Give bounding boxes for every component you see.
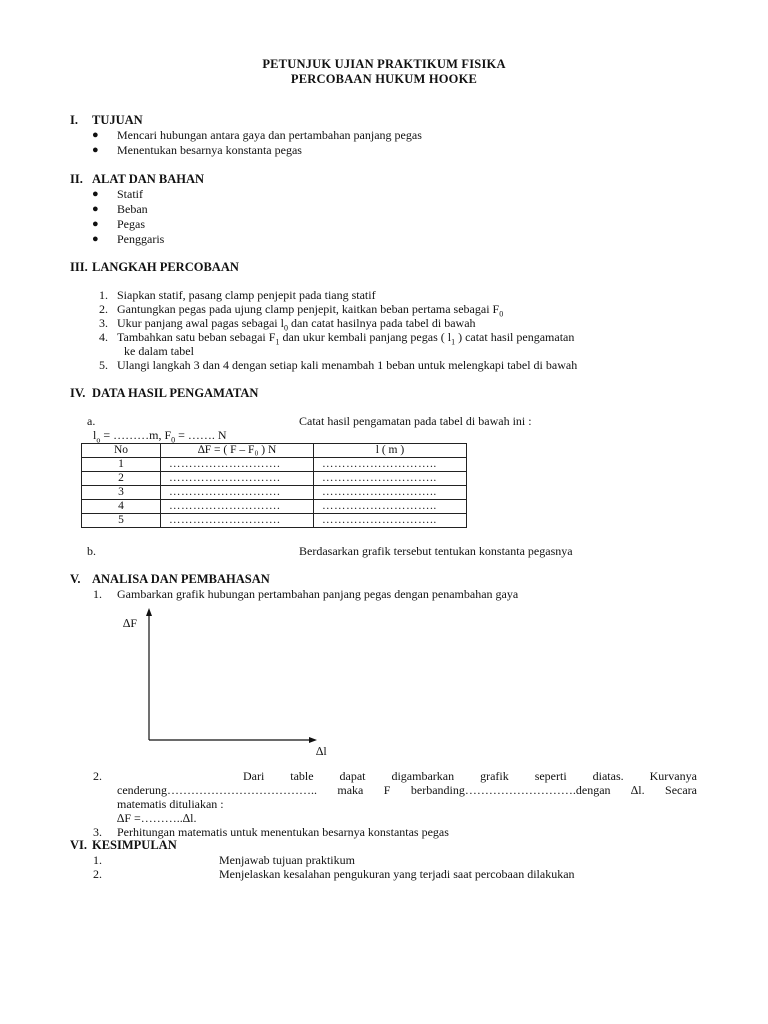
y-axis-arrow-icon [146,608,152,616]
item-number: 1. [93,587,102,601]
list-item-text: Mencari hubungan antara gaya dan pertambahan panjang pegas [117,128,422,142]
kesimpulan-item-1 [93,853,355,868]
word: diatas. [592,769,624,783]
table-cell: ……………………….. [314,514,467,528]
item-number: 1. [99,288,108,302]
table-cell: 5 [82,514,161,528]
subscript: 0 [283,323,288,333]
column-header-delta-f: ∆F = ( F – F₀ ) N [161,444,314,458]
x-axis-arrow-icon [309,737,317,743]
table-cell: ………………………. [161,458,314,472]
table-header-row [82,444,467,458]
word: table [290,769,314,783]
item-number: 3. [99,316,108,330]
initial-values [93,428,227,443]
word: grafik [480,769,509,783]
list-item-text: Menentukan besarnya konstanta pegas [117,143,302,157]
section-heading-analisa [70,572,270,587]
initial-force-blank: = ……. N [175,428,227,442]
list-item [99,288,577,302]
list-item [90,202,164,217]
item-number: 3. [93,825,102,839]
analisa-item-2-line2: cenderung……………………………….. maka F berbanding……………………….dengan ∆l. Secara [117,783,697,797]
initial-length-symbol: l [93,428,97,442]
spacer [117,769,217,784]
bullet-icon: ● [92,233,99,245]
subscript: 0 [499,309,504,319]
table-cell: 1 [82,458,161,472]
item-text-a: Catat hasil pengamatan pada tabel di bawah ini : [299,414,532,428]
item-number: 2. [93,867,102,881]
section-heading-data [70,386,258,401]
section-number: VI. [70,838,88,852]
list-item [99,302,577,319]
observation-table [81,443,467,528]
item-number: 2. [93,769,102,783]
list-item [99,330,577,347]
item-label-b: b. [87,544,96,558]
table-row [82,458,467,472]
bullet-icon: ● [92,203,99,215]
list-item [90,187,164,202]
section-number: II. [70,172,83,186]
bullet-icon: ● [92,129,99,141]
list-item [90,232,164,247]
word: dapat [339,769,366,783]
word: Dari [242,769,265,783]
column-header-no: No [82,444,161,458]
initial-length-blank: = ………m, F [100,428,172,442]
subscript: 0 [171,435,176,445]
table-cell: 2 [82,472,161,486]
section-heading-kesimpulan [70,838,177,853]
analisa-item-1 [93,587,518,602]
section-title: ANALISA DAN PEMBAHASAN [92,572,270,586]
subscript: 1 [451,337,456,347]
analisa-item-2-line1 [117,769,697,784]
list-item-text: dan ukur kembali panjang pegas ( l [279,330,452,344]
section-number: IV. [70,386,86,400]
graph-y-label: ∆F [123,616,138,630]
word: seperti [534,769,567,783]
item-number: 4. [99,330,108,344]
list-item-text: Menjawab tujuan praktikum [219,853,355,867]
list-item-text: ke dalam tabel [124,344,194,358]
list-item-continuation [99,344,577,358]
subscript: 1 [275,337,280,347]
bullet-icon: ● [92,218,99,230]
list-item-text: Tambahkan satu beban sebagai F [117,330,276,344]
table-row [82,514,467,528]
table-cell: ……………………….. [314,472,467,486]
table-row [82,472,467,486]
bullet-icon: ● [92,188,99,200]
word: digambarkan [391,769,455,783]
list-item-text: ) catat hasil pengamatan [455,330,575,344]
section-heading-langkah [70,260,239,275]
table-cell: ……………………….. [314,500,467,514]
table-cell: ………………………. [161,486,314,500]
langkah-list [99,288,577,372]
list-item-text: Siapkan statif, pasang clamp penjepit pada tiang statif [117,288,376,302]
list-item-text: Menjelaskan kesalahan pengukuran yang terjadi saat percobaan dilakukan [219,867,575,881]
list-item-text: dan catat hasilnya pada tabel di bawah [287,316,476,330]
table-cell: ……………………….. [314,486,467,500]
table-cell: 4 [82,500,161,514]
analisa-item-2-line3: matematis dituliakan : [117,797,224,811]
section-number: I. [70,113,78,127]
list-item [90,217,164,232]
list-item-text: Perhitungan matematis untuk menentukan besarnya konstantas pegas [117,825,449,839]
item-text-b: Berdasarkan grafik tersebut tentukan konstanta pegasnya [299,544,573,558]
list-item-text: Beban [117,202,148,216]
item-number: 2. [99,302,108,316]
table-cell: 3 [82,486,161,500]
column-header-length: l ( m ) [314,444,467,458]
table-cell: ………………………. [161,514,314,528]
section-title: ALAT DAN BAHAN [92,172,205,186]
list-item-text: Gambarkan grafik hubungan pertambahan panjang pegas dengan penambahan gaya [117,587,519,601]
list-item [99,316,577,333]
graph-x-label: ∆l [316,744,327,758]
item-number: 1. [93,853,102,867]
section-heading-alat [70,172,204,187]
document-title-line2: PERCOBAAN HUKUM HOOKE [290,72,478,86]
graph-axes [120,605,340,760]
section-title: DATA HASIL PENGAMATAN [92,386,259,400]
tujuan-list [90,128,422,158]
list-item-text: Pegas [117,217,145,231]
table-row [82,486,467,500]
list-item-text: Ulangi langkah 3 dan 4 dengan setiap kali menambah 1 beban untuk melengkapi tabel di bawah [117,358,578,372]
section-title: LANGKAH PERCOBAAN [92,260,239,274]
list-item [99,358,577,372]
kesimpulan-item-2 [93,867,575,882]
section-title: TUJUAN [92,113,143,127]
section-heading-tujuan [70,113,143,128]
table-cell: ………………………. [161,500,314,514]
item-label-a: a. [87,414,96,428]
list-item-text: Gantungkan pegas pada ujung clamp penjepit, kaitkan beban pertama sebagai F [117,302,500,316]
table-row [82,500,467,514]
list-item-text: Penggaris [117,232,165,246]
table-cell: ………………………. [161,472,314,486]
section-title: KESIMPULAN [92,838,177,852]
word: Kurvanya [649,769,697,783]
analisa-item-2-formula: ∆F =………..∆l. [117,811,197,825]
list-item-text: Ukur panjang awal pagas sebagai l [117,316,284,330]
bullet-icon: ● [92,144,99,156]
table-cell: ……………………….. [314,458,467,472]
item-number: 5. [99,358,108,372]
list-item-text: Statif [117,187,143,201]
list-item [90,143,422,158]
section-number: V. [70,572,81,586]
subscript: o [96,435,101,445]
document-title-line1: PETUNJUK UJIAN PRAKTIKUM FISIKA [262,57,506,71]
list-item [90,128,422,143]
section-number: III. [70,260,88,274]
alat-list [90,187,164,247]
